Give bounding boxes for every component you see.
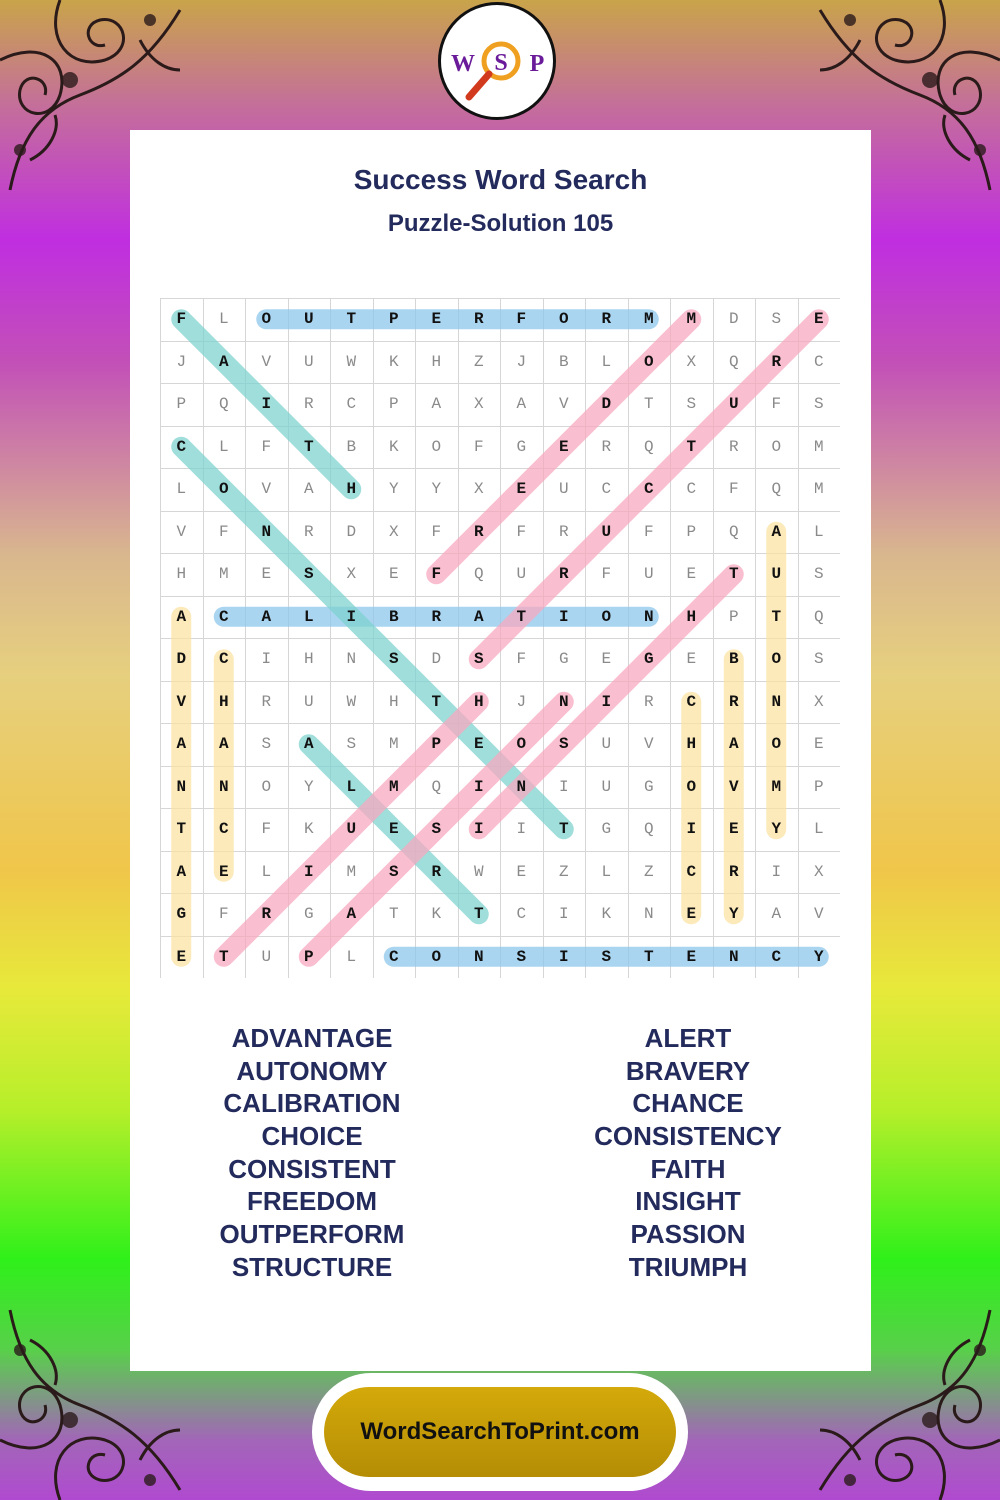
grid-cell: L — [601, 352, 612, 371]
word-list-item: BRAVERY — [625, 1055, 751, 1086]
grid-cell: S — [388, 862, 399, 881]
grid-cell: A — [176, 862, 187, 881]
grid-cell: A — [516, 395, 527, 413]
grid-cell: T — [176, 820, 187, 838]
grid-cell: X — [473, 480, 484, 498]
grid-cell: L — [601, 862, 612, 881]
grid-cell: E — [473, 735, 484, 753]
grid-cell: F — [643, 522, 654, 541]
grid-cell: L — [813, 820, 824, 838]
grid-cell: J — [516, 352, 527, 371]
grid-cell: Q — [813, 607, 824, 626]
grid-cell: E — [431, 310, 442, 328]
grid-cell: L — [303, 607, 314, 626]
grid-cell: P — [431, 735, 442, 753]
grid-cell: M — [771, 777, 782, 796]
grid-cell: O — [686, 777, 697, 796]
grid-cell: M — [813, 480, 824, 498]
site-link-button[interactable]: WordSearchToPrint.com — [324, 1387, 676, 1477]
grid-cell: S — [601, 947, 612, 966]
grid-cell: G — [516, 437, 527, 456]
grid-cell: F — [516, 522, 527, 541]
grid-cell: O — [771, 650, 782, 668]
word-list-item: CHOICE — [261, 1121, 363, 1152]
grid-cell: R — [303, 395, 314, 413]
grid-cell: F — [473, 437, 484, 456]
grid-cell: V — [261, 352, 272, 371]
word-list-item: ALERT — [644, 1023, 732, 1053]
grid-cell: V — [261, 480, 272, 498]
grid-cell: C — [176, 437, 187, 456]
grid-cell: B — [346, 437, 357, 456]
grid-cell: L — [218, 437, 229, 456]
grid-cell: I — [346, 607, 357, 626]
grid-cell: X — [473, 395, 484, 413]
grid-cell: S — [516, 947, 527, 966]
grid-cell: U — [643, 565, 654, 583]
grid-cell: Z — [643, 862, 654, 881]
grid-cell: E — [813, 310, 824, 328]
grid-cell: L — [176, 480, 187, 498]
grid-cell: C — [771, 947, 782, 966]
grid-cell: N — [558, 692, 569, 711]
grid-cell: F — [516, 650, 527, 668]
grid-cell: T — [473, 905, 484, 923]
grid-cell: I — [686, 820, 697, 838]
grid-cell: U — [261, 947, 272, 966]
grid-cell: H — [431, 352, 442, 371]
grid-cell: F — [728, 480, 739, 498]
grid-cell: A — [728, 735, 739, 753]
grid-cell: H — [176, 565, 187, 583]
grid-cell: Z — [473, 352, 484, 371]
grid-cell: O — [261, 777, 272, 796]
grid-cell: F — [431, 565, 442, 583]
grid-cell: V — [558, 395, 569, 413]
grid-cell: R — [473, 522, 484, 541]
grid-cell: E — [388, 820, 399, 838]
grid-cell: C — [813, 352, 824, 371]
grid-cell: V — [728, 777, 739, 796]
page-subtitle: Puzzle-Solution 105 — [387, 210, 614, 237]
grid-cell: C — [218, 607, 229, 626]
grid-cell: U — [346, 820, 357, 838]
grid-cell: F — [771, 395, 782, 413]
word-list-item: STRUCTURE — [231, 1251, 393, 1282]
grid-cell: E — [261, 565, 272, 583]
grid-cell: N — [218, 777, 229, 796]
grid-cell: R — [643, 692, 654, 711]
grid-cell: O — [431, 437, 442, 456]
grid-cell: T — [643, 395, 654, 413]
grid-cell: L — [813, 522, 824, 541]
grid-cell: M — [813, 437, 824, 456]
grid-cell: U — [303, 352, 314, 371]
grid-cell: U — [601, 777, 612, 796]
grid-cell: Q — [728, 352, 739, 371]
grid-cell: S — [813, 395, 824, 413]
grid-cell: E — [516, 862, 527, 881]
grid-cell: Q — [728, 522, 739, 541]
grid-cell: N — [771, 692, 782, 711]
grid-cell: S — [346, 735, 357, 753]
word-list-left — [162, 1022, 462, 1284]
grid-cell: A — [176, 735, 187, 753]
grid-cell: N — [728, 947, 739, 966]
grid-cell: B — [388, 607, 399, 626]
grid-cell: T — [346, 310, 357, 328]
grid-cell: K — [303, 820, 314, 838]
word-list-item: TRIUMPH — [628, 1251, 748, 1282]
word-list-item: AUTONOMY — [236, 1055, 388, 1086]
grid-cell: X — [346, 565, 357, 583]
grid-cell: I — [558, 947, 569, 966]
grid-cell: D — [176, 650, 187, 668]
grid-cell: V — [176, 692, 187, 711]
grid-cell: F — [516, 310, 527, 328]
grid-cell: W — [346, 352, 357, 371]
grid-cell: F — [261, 437, 272, 456]
grid-cell: S — [261, 735, 272, 753]
grid-cell: V — [813, 905, 824, 923]
grid-cell: R — [473, 310, 484, 328]
grid-cell: C — [218, 650, 229, 668]
word-list-item: PASSION — [630, 1219, 746, 1250]
grid-cell: P — [303, 947, 314, 966]
grid-cell: E — [558, 437, 569, 456]
grid-cell: O — [218, 480, 229, 498]
grid-cell: U — [303, 692, 314, 711]
grid-cell: T — [431, 692, 442, 711]
grid-cell: O — [431, 947, 442, 966]
grid-cell: H — [388, 692, 399, 711]
grid-cell: W — [473, 862, 484, 881]
grid-cell: E — [516, 480, 527, 498]
grid-cell: I — [558, 607, 569, 626]
grid-cell: R — [431, 607, 442, 626]
grid-cell: A — [261, 607, 272, 626]
grid-cell: B — [728, 650, 739, 668]
grid-cell: M — [388, 777, 399, 796]
grid-cell: K — [601, 905, 612, 923]
grid-cell: T — [771, 607, 782, 626]
grid-cell: L — [346, 947, 357, 966]
grid-cell: R — [601, 310, 612, 328]
grid-cell: Y — [431, 480, 442, 498]
grid-cell: G — [558, 650, 569, 668]
wsp-logo — [438, 2, 556, 120]
grid-cell: O — [601, 607, 612, 626]
grid-cell: I — [261, 650, 272, 668]
logo-letter-w: W — [451, 51, 475, 77]
grid-cell: I — [601, 692, 612, 711]
grid-cell: S — [431, 820, 442, 838]
grid-cell: M — [388, 735, 399, 753]
grid-cell: P — [813, 777, 824, 796]
grid-cell: U — [516, 565, 527, 583]
grid-cell: R — [728, 862, 739, 881]
grid-cell: P — [176, 395, 187, 413]
grid-cell: B — [558, 352, 569, 371]
grid-cell: C — [218, 820, 229, 838]
grid-cell: G — [643, 777, 654, 796]
word-list-item: INSIGHT — [635, 1186, 741, 1217]
grid-cell: L — [346, 777, 357, 796]
grid-cell: R — [261, 692, 272, 711]
magnifier-handle — [469, 74, 489, 97]
grid-cell: W — [346, 692, 357, 711]
word-list-item: CALIBRATION — [223, 1088, 401, 1119]
grid-cell: V — [643, 735, 654, 753]
grid-cell: H — [686, 735, 697, 753]
grid-cell: F — [176, 310, 187, 328]
grid-cell: G — [643, 650, 654, 668]
grid-cell: Q — [431, 777, 442, 796]
grid-cell: I — [473, 777, 484, 796]
grid-cell: M — [346, 862, 357, 881]
grid-cell: D — [346, 522, 357, 541]
grid-cell: X — [388, 522, 399, 541]
grid-cell: M — [643, 310, 654, 328]
grid-cell: R — [728, 692, 739, 711]
logo-letter-s: S — [494, 50, 508, 76]
grid-cell: U — [601, 522, 612, 541]
grid-cell: H — [473, 692, 484, 711]
grid-cell: I — [516, 820, 527, 838]
grid-cell: T — [728, 565, 739, 583]
grid-cell: U — [303, 310, 314, 328]
grid-cell: L — [261, 862, 272, 881]
grid-cell: O — [771, 437, 782, 456]
grid-cell: M — [218, 565, 229, 583]
word-list-item: OUTPERFORM — [219, 1219, 405, 1250]
grid-cell: R — [431, 862, 442, 881]
grid-cell: U — [771, 565, 782, 583]
grid-cell: H — [303, 650, 314, 668]
grid-cell: C — [686, 480, 697, 498]
grid-cell: R — [728, 437, 739, 456]
grid-cell: A — [771, 522, 782, 541]
grid-cell: X — [686, 352, 697, 371]
grid-cell: R — [558, 565, 569, 583]
word-search-grid — [160, 298, 840, 978]
grid-cell: E — [686, 905, 697, 923]
grid-cell: K — [388, 352, 399, 371]
grid-cell: C — [601, 480, 612, 498]
grid-cell: R — [771, 352, 782, 371]
grid-cell: S — [303, 565, 314, 583]
grid-cell: S — [771, 310, 782, 328]
puzzle-panel — [130, 130, 871, 1371]
grid-cell: C — [346, 395, 357, 413]
word-list-right — [538, 1022, 838, 1284]
grid-cell: E — [218, 862, 229, 881]
word-list-item: CONSISTENT — [228, 1153, 396, 1184]
grid-cell: N — [516, 777, 527, 796]
grid-cell: S — [686, 395, 697, 413]
grid-cell: F — [218, 522, 229, 541]
grid-cell: E — [686, 947, 697, 966]
grid-cell: I — [558, 905, 569, 923]
grid-cell: I — [261, 395, 272, 413]
grid-cell: E — [813, 735, 824, 753]
grid-cell: A — [473, 607, 484, 626]
grid-cell: F — [431, 522, 442, 541]
word-list-item: ADVANTAGE — [231, 1023, 393, 1053]
grid-cell: A — [431, 395, 442, 413]
grid-cell: M — [686, 310, 697, 328]
grid-cell: X — [813, 862, 824, 881]
grid-cell: E — [388, 565, 399, 583]
grid-cell: A — [218, 352, 229, 371]
grid-cell: C — [516, 905, 527, 923]
grid-cell: Y — [728, 905, 739, 923]
grid-cell: N — [346, 650, 357, 668]
grid-cell: P — [686, 522, 697, 541]
grid-cell: T — [218, 947, 229, 966]
grid-cell: G — [601, 820, 612, 838]
logo-letter-p: P — [529, 51, 545, 77]
grid-cell: I — [771, 862, 782, 881]
page-title: Success Word Search — [353, 164, 648, 195]
grid-cell: S — [813, 650, 824, 668]
grid-cell: I — [473, 820, 484, 838]
word-list-item: CONSISTENCY — [594, 1121, 782, 1152]
grid-cell: A — [303, 735, 314, 753]
grid-cell: D — [431, 650, 442, 668]
grid-cell: N — [176, 777, 187, 796]
grid-cell: A — [346, 905, 357, 923]
grid-cell: P — [728, 607, 739, 626]
grid-cell: E — [176, 947, 187, 966]
word-list-item: FREEDOM — [247, 1186, 377, 1217]
grid-cell: E — [728, 820, 739, 838]
grid-cell: S — [558, 735, 569, 753]
grid-cell: D — [728, 310, 739, 328]
grid-cell: H — [346, 480, 357, 498]
grid-cell: U — [601, 735, 612, 753]
grid-cell: O — [516, 735, 527, 753]
grid-cell: S — [473, 650, 484, 668]
grid-cell: U — [558, 480, 569, 498]
grid-cell: A — [176, 607, 187, 626]
grid-cell: P — [388, 310, 399, 328]
grid-cell: E — [686, 565, 697, 583]
grid-cell: T — [303, 437, 314, 456]
grid-cell: J — [516, 692, 527, 711]
grid-cell: T — [516, 607, 527, 626]
grid-cell: Q — [643, 437, 654, 456]
grid-cell: Y — [771, 820, 782, 838]
grid-cell: A — [771, 905, 782, 923]
grid-cell: T — [558, 820, 569, 838]
grid-cell: K — [431, 905, 442, 923]
grid-cell: G — [303, 905, 314, 923]
grid-cell: X — [813, 692, 824, 711]
site-badge — [312, 1373, 688, 1491]
grid-cell: R — [601, 437, 612, 456]
grid-cell: C — [686, 862, 697, 881]
grid-cell: Z — [558, 862, 569, 881]
grid-cell: O — [643, 352, 654, 371]
grid-cell: P — [388, 395, 399, 413]
grid-cell: R — [261, 905, 272, 923]
grid-cell: U — [728, 395, 739, 413]
grid-cell: A — [303, 480, 314, 498]
grid-cell: Y — [303, 777, 314, 796]
grid-cell: O — [558, 310, 569, 328]
grid-cell: V — [176, 522, 187, 541]
grid-cell: O — [261, 310, 272, 328]
grid-cell: E — [686, 650, 697, 668]
grid-cell: N — [643, 905, 654, 923]
grid-cell: L — [218, 310, 229, 328]
grid-cell: A — [218, 735, 229, 753]
grid-cell: J — [176, 352, 187, 371]
grid-cell: Q — [643, 820, 654, 838]
grid-cell: Q — [218, 395, 229, 413]
grid-cell: N — [473, 947, 484, 966]
grid-cell: I — [303, 862, 314, 881]
grid-cell: C — [388, 947, 399, 966]
grid-cell: N — [261, 522, 272, 541]
grid-cell: S — [388, 650, 399, 668]
word-list-item: CHANCE — [632, 1088, 744, 1119]
word-list-item: FAITH — [650, 1153, 726, 1184]
grid-cell: T — [686, 437, 697, 456]
grid-cell: C — [643, 480, 654, 498]
grid-cell: R — [558, 522, 569, 541]
grid-cell: R — [303, 522, 314, 541]
grid-cell: F — [261, 820, 272, 838]
grid-cell: Q — [771, 480, 782, 498]
grid-cell: K — [388, 437, 399, 456]
grid-cell: O — [771, 735, 782, 753]
grid-cell: N — [643, 607, 654, 626]
grid-cell: G — [176, 905, 187, 923]
grid-cell: E — [601, 650, 612, 668]
grid-cell: Y — [388, 480, 399, 498]
grid-cell: H — [686, 607, 697, 626]
grid-cell: Q — [473, 565, 484, 583]
grid-cell: I — [558, 777, 569, 796]
grid-cell: D — [601, 395, 612, 413]
grid-cell: T — [388, 905, 399, 923]
grid-cell: S — [813, 565, 824, 583]
grid-cell: F — [218, 905, 229, 923]
grid-cell: C — [686, 692, 697, 711]
grid-cell: H — [218, 692, 229, 711]
grid-cell: Y — [813, 947, 824, 966]
grid-cell: F — [601, 565, 612, 583]
grid-cell: T — [643, 947, 654, 966]
